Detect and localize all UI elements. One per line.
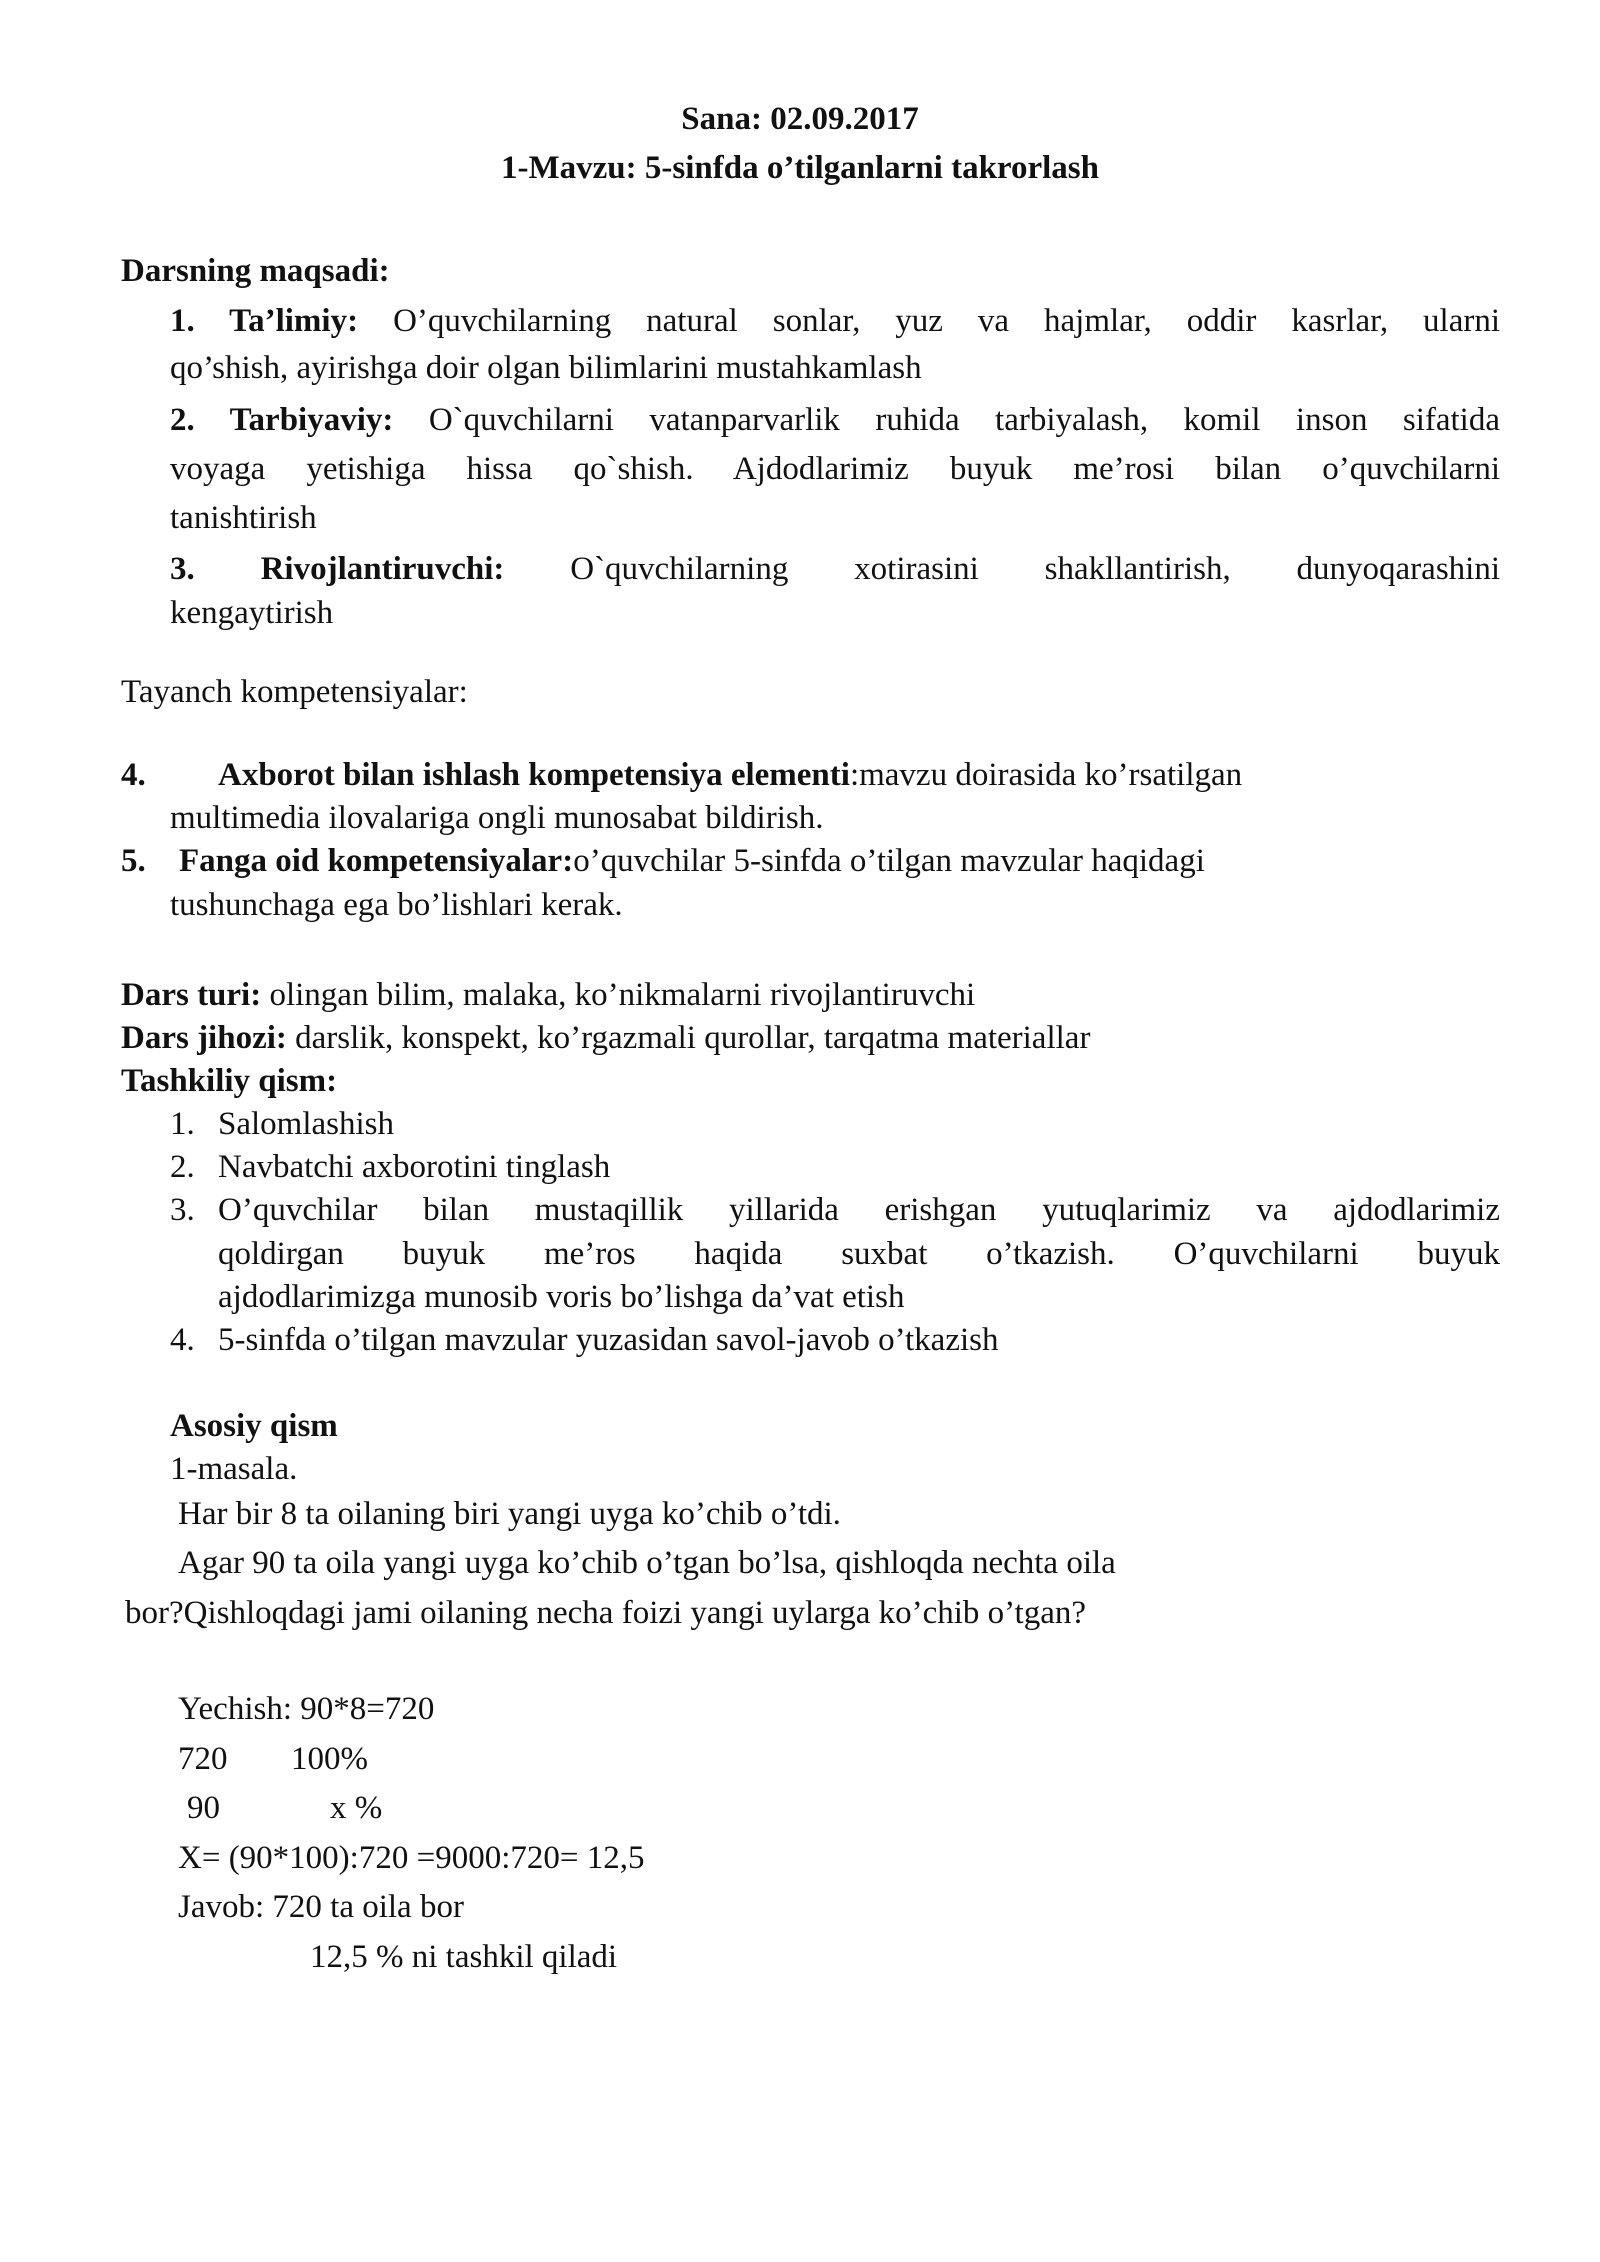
goal-2-line3: tanishtirish [170,500,317,536]
solution-line4: X= (90*100):720 =9000:720= 12,5 [178,1840,645,1876]
document-date: Sana: 02.09.2017 [681,101,919,137]
goal-3-label: 3. Rivojlantiruvchi: [170,551,505,587]
lesson-equipment-value: darslik, konspekt, ko’rgazmali qurollar, tarqatma materiallar [286,1020,1091,1056]
solution-row3-a: 90 [187,1790,220,1826]
lesson-type [121,972,975,1018]
solution-row3-b: x % [330,1790,383,1826]
competencies-heading: Tayanch kompetensiyalar: [121,674,468,710]
solution-answer-percent: 12,5 % ni tashkil qiladi [310,1939,618,1975]
goal-2-label: 2. Tarbiyaviy: [170,402,394,438]
goals-heading: Darsning maqsadi: [121,253,390,289]
problem-line3: bor?Qishloqdagi jami oilaning necha foizi yangi uylarga ko’chib o’tgan? [125,1595,1087,1631]
goal-2-line2: voyaga yetishiga hissa qo`shish. Ajdodlarimiz buyuk me’rosi bilan o’quvchilarni [170,451,1500,487]
competency-4-text: :mavzu doirasida ko’rsatilgan [849,757,1243,793]
lesson-equipment [121,1015,1090,1061]
org-item-2-text: Navbatchi axborotini tinglash [218,1149,611,1185]
competency-5-line2: tushunchaga ega bo’lishlari kerak. [170,887,623,923]
solution-row2-b: 100% [291,1741,368,1777]
organizational-heading: Tashkiliy qism: [121,1063,338,1099]
lesson-type-value: olingan bilim, malaka, ko’nikmalarni rivojlantiruvchi [261,977,976,1013]
competency-4-number: 4. [121,757,146,793]
problem-line2: Agar 90 ta oila yangi uyga ko’chib o’tgan bo’lsa, qishloqda nechta oila [178,1545,1116,1581]
problem-line1: Har bir 8 ta oilaning biri yangi uyga ko’chib o’tdi. [178,1496,841,1532]
lesson-type-label: Dars turi: [121,977,262,1013]
goal-1-label: 1. Ta’limiy: [170,303,359,339]
main-heading: Asosiy qism [170,1408,338,1444]
solution-answer: Javob: 720 ta oila bor [178,1889,464,1925]
goal-2-line1 [170,397,1500,443]
competency-4-label: Axborot bilan ishlash kompetensiya elementi [218,757,850,793]
competency-5-label: Fanga oid kompetensiyalar: [179,843,574,879]
org-item-2-number: 2. [170,1149,195,1185]
competency-5-text: o’quvchilar 5-sinfda o’tilgan mavzular haqidagi [573,843,1205,879]
goal-3-line1 [170,546,1500,592]
org-item-3-line3: ajdodlarimizga munosib voris bo’lishga da’vat etish [218,1279,905,1315]
document-topic: 1-Mavzu: 5-sinfda o’tilganlarni takrorlash [501,150,1099,186]
goal-2-text: O`quvchilarni vatanparvarlik ruhida tarbiyalash, komil inson sifatida [428,402,1500,438]
solution-row2-a: 720 [178,1741,228,1777]
problem-title: 1-masala. [170,1451,298,1487]
competency-5-number: 5. [121,843,146,879]
org-item-3-line2: qoldirgan buyuk me’ros haqida suxbat o’tkazish. O’quvchilarni buyuk [218,1236,1500,1272]
org-item-3-line1: O’quvchilar bilan mustaqillik yillarida erishgan yutuqlarimiz va ajdodlarimiz [218,1192,1500,1228]
org-item-3-number: 3. [170,1192,195,1228]
lesson-equipment-label: Dars jihozi: [121,1020,287,1056]
org-item-4-text: 5-sinfda o’tilgan mavzular yuzasidan savol-javob o’tkazish [218,1322,999,1358]
solution-line1: Yechish: 90*8=720 [178,1691,435,1727]
competency-4-line2: multimedia ilovalariga ongli munosabat bildirish. [170,800,824,836]
org-item-1-text: Salomlashish [218,1106,395,1142]
goal-1-line1 [170,298,1500,344]
competency-5-line1 [179,838,1205,884]
org-item-1-number: 1. [170,1106,195,1142]
competency-4-line1 [218,752,1242,798]
goal-1-line2: qo’shish, ayirishga doir olgan bilimlarini mustahkamlash [170,350,922,386]
goal-3-line2: kengaytirish [170,595,334,631]
goal-3-text: O`quvchilarning xotirasini shakllantirish, dunyoqarashini [570,551,1500,587]
goal-1-text: O’quvchilarning natural sonlar, yuz va hajmlar, oddir kasrlar, ularni [393,303,1501,339]
org-item-4-number: 4. [170,1322,195,1358]
